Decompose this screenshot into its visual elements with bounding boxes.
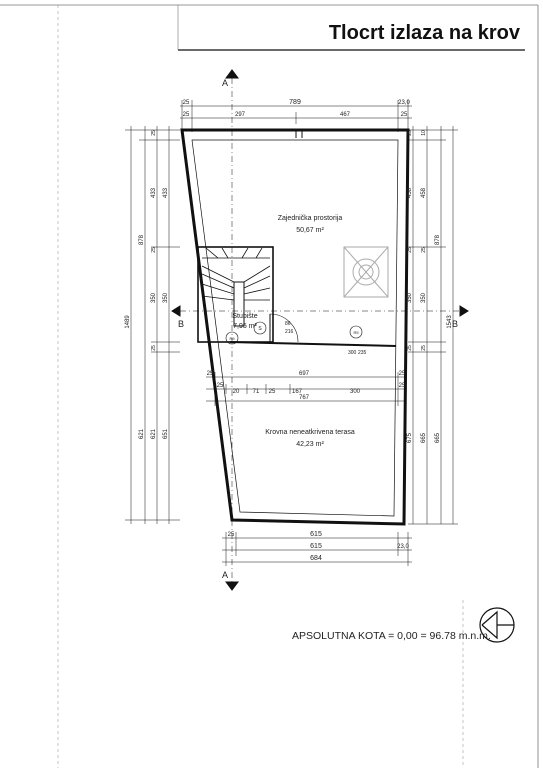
- svg-text:20: 20: [232, 389, 240, 395]
- svg-text:25: 25: [398, 383, 406, 389]
- svg-text:621: 621: [151, 428, 157, 440]
- svg-text:25: 25: [206, 371, 214, 377]
- svg-text:25: 25: [151, 130, 157, 136]
- svg-text:350: 350: [421, 292, 427, 304]
- section-line-a: [226, 70, 238, 590]
- svg-text:697: 697: [298, 371, 310, 377]
- svg-text:458: 458: [407, 187, 413, 199]
- svg-text:25: 25: [216, 383, 224, 389]
- svg-text:86: 86: [285, 321, 291, 327]
- dim-bottom-3: 684: [310, 555, 322, 562]
- svg-text:25: 25: [407, 247, 413, 253]
- absolute-level-note: APSOLUTNA KOTA = 0,00 = 96.78 m.n.m.: [292, 630, 491, 642]
- svg-text:23,0: 23,0: [398, 100, 410, 106]
- svg-text:25: 25: [400, 112, 408, 118]
- svg-text:675: 675: [407, 432, 413, 444]
- svg-text:433: 433: [163, 187, 169, 199]
- skylight-symbol: [344, 247, 388, 297]
- room-name-stairs: Stubište: [232, 313, 258, 320]
- svg-text:25: 25: [407, 345, 413, 351]
- room-area-terrace: 42,23 m²: [296, 441, 324, 448]
- building-outline: [182, 130, 408, 524]
- svg-text:R5: R5: [229, 336, 235, 341]
- sheet-title: Tlocrt izlaza na krov: [328, 22, 520, 44]
- svg-text:458: 458: [421, 187, 427, 199]
- svg-text:350: 350: [407, 292, 413, 304]
- section-mark-a-top: A: [222, 78, 229, 88]
- svg-text:167: 167: [291, 389, 303, 395]
- svg-text:1543: 1543: [447, 315, 453, 329]
- svg-text:878: 878: [435, 234, 441, 246]
- svg-text:25: 25: [421, 247, 427, 253]
- svg-text:350: 350: [163, 292, 169, 304]
- dim-top-overall: 789: [289, 99, 301, 106]
- svg-text:665: 665: [435, 432, 441, 444]
- svg-text:10: 10: [421, 130, 427, 136]
- dim-bottom-2: 615: [310, 543, 322, 550]
- svg-text:350: 350: [151, 292, 157, 304]
- svg-text:651: 651: [163, 428, 169, 440]
- svg-text:25: 25: [407, 130, 413, 136]
- svg-text:71: 71: [252, 389, 260, 395]
- svg-text:25: 25: [421, 345, 427, 351]
- svg-text:25: 25: [268, 389, 276, 395]
- room-area-common: 50,67 m²: [296, 227, 324, 234]
- section-mark-a-bottom: A: [222, 570, 229, 580]
- svg-text:R5: R5: [353, 330, 359, 335]
- svg-text:23,0: 23,0: [397, 544, 409, 550]
- svg-text:621: 621: [139, 428, 145, 440]
- svg-text:25: 25: [182, 100, 190, 106]
- svg-text:235: 235: [358, 350, 367, 356]
- left-dimension-lines: [125, 126, 180, 524]
- svg-text:1489: 1489: [125, 315, 131, 329]
- svg-text:665: 665: [421, 432, 427, 444]
- svg-text:25: 25: [182, 112, 190, 118]
- svg-text:216: 216: [285, 329, 294, 335]
- room-area-stairs: 7,95 m²: [233, 323, 257, 330]
- svg-text:25: 25: [227, 532, 235, 538]
- svg-text:300: 300: [349, 389, 361, 395]
- svg-text:25: 25: [151, 345, 157, 351]
- svg-text:25: 25: [151, 247, 157, 253]
- room-name-terrace: Krovna neneatkrivena terasa: [265, 429, 355, 436]
- room-name-common: Zajednička prostorija: [277, 215, 343, 222]
- svg-text:S: S: [258, 326, 262, 332]
- svg-text:300: 300: [348, 350, 357, 356]
- svg-text:433: 433: [151, 187, 157, 199]
- door-swing: [270, 314, 298, 342]
- svg-text:467: 467: [339, 112, 351, 118]
- svg-text:767: 767: [298, 395, 310, 401]
- section-line-b: [172, 306, 468, 316]
- svg-text:297: 297: [234, 112, 246, 118]
- dim-bottom-1: 615: [310, 531, 322, 538]
- section-mark-b-right: B: [452, 319, 459, 329]
- svg-text:878: 878: [139, 234, 145, 246]
- section-mark-b-left: B: [178, 319, 185, 329]
- svg-text:25: 25: [398, 371, 406, 377]
